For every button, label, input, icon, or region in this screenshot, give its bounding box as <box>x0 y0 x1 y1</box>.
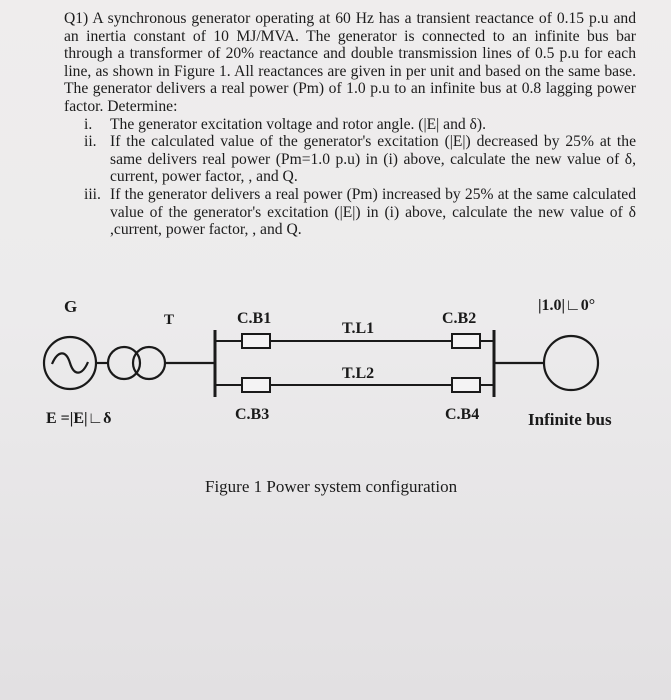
generator-voltage-label: E =|E|∟δ <box>46 410 112 427</box>
item-number: iii. <box>84 185 101 203</box>
cb3-label: C.B3 <box>235 406 270 423</box>
tl2-label: T.L2 <box>342 365 375 382</box>
item-text: The generator excitation voltage and rotor angle. (|E| and δ). <box>110 115 486 133</box>
power-system-diagram <box>0 280 671 450</box>
cb1-label: C.B1 <box>237 310 272 327</box>
question-items <box>64 116 636 239</box>
tl1-label: T.L1 <box>342 320 375 337</box>
infinite-bus-label: Infinite bus <box>528 410 612 429</box>
generator-label: G <box>64 297 78 316</box>
cb2-symbol <box>452 334 480 348</box>
infinite-bus-symbol <box>544 336 598 390</box>
problem-statement <box>64 10 636 239</box>
item-text: If the generator delivers a real power (Pm) increased by 25% at the same calculated value of the generator's excitation (|E|) in (i) above, calculate the new value of δ ,current, power factor, , and Q. <box>110 185 636 239</box>
item-number: i. <box>84 115 93 133</box>
cb4-symbol <box>452 378 480 392</box>
question-intro: Q1) A synchronous generator operating at 60 Hz has a transient reactance of 0.15 p.u and an inertia constant of 10 MJ/MVA. The generator is connected to an infinite bus bar through a transformer of 20% reactance and double transmission lines of 0.5 p.u for each line, as shown in Figure 1. All reactances are given in per unit and based on the same base. The generator delivers a real power (Pm) of 1.0 p.u to an infinite bus at 0.8 lagging power factor. Determine: <box>64 10 636 115</box>
cb3-symbol <box>242 378 270 392</box>
question-item-2 <box>74 133 636 186</box>
transformer-symbol <box>108 347 165 379</box>
item-number: ii. <box>84 133 97 151</box>
question-item-1 <box>74 116 636 134</box>
figure-caption: Figure 1 Power system configuration <box>205 477 458 496</box>
cb2-label: C.B2 <box>442 310 477 327</box>
generator-symbol <box>44 337 96 389</box>
item-text: If the calculated value of the generator's excitation (|E|) decreased by 25% at the same delivers real power (Pm=1.0 p.u) in (i) above, calculate the new value of δ, current, power factor, , and Q. <box>110 133 636 186</box>
cb4-label: C.B4 <box>445 406 480 423</box>
cb1-symbol <box>242 334 270 348</box>
question-item-3 <box>74 186 636 239</box>
bus-voltage-label: |1.0|∟0° <box>538 297 596 314</box>
transformer-label: T <box>164 312 175 328</box>
